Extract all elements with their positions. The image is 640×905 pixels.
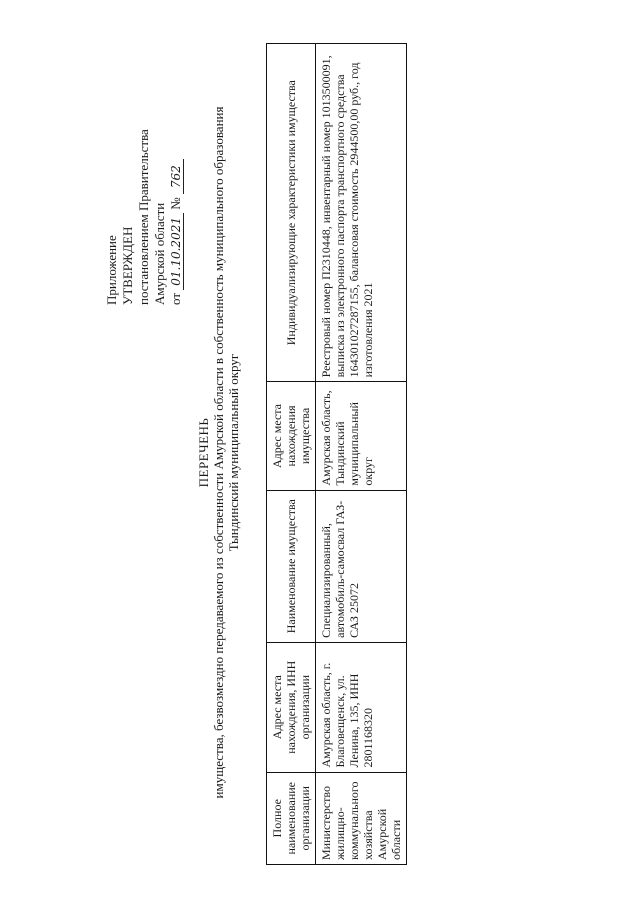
- header-org-address: Адрес места нахождения, ИНН организации: [267, 642, 316, 772]
- approval-region: Амурской области: [152, 202, 167, 305]
- handwritten-number: 762: [169, 159, 184, 194]
- cell-property-name: Специализированный, автомобиль-самосвал ГАЗ-САЗ 25072: [316, 490, 407, 642]
- title-subject: имущества, безвозмездно передаваемого из собственности Амурской области в собственность муниципального образования: [211, 106, 226, 799]
- approval-stamp: [104, 45, 184, 305]
- cell-property-address: Амурская область, Тындинский муниципальный округ: [316, 382, 407, 490]
- table-row: [316, 44, 407, 865]
- title-municipality: Тындинский муниципальный округ: [226, 353, 241, 552]
- handwritten-date: 01.10.2021: [169, 213, 184, 290]
- cell-org-name: Министерство жилищно-коммунального хозяйства Амурской области: [316, 772, 407, 864]
- header-characteristics: Индивидуализирующие характеристики имущества: [267, 44, 316, 382]
- approval-appendix: Приложение: [104, 235, 119, 305]
- header-property-address: Адрес места нахождения имущества: [267, 382, 316, 490]
- approval-approved: УТВЕРЖДЕН: [120, 226, 135, 305]
- document-title: [196, 40, 241, 865]
- approval-date-number: [168, 45, 184, 305]
- number-label: №: [168, 197, 183, 210]
- property-table: [266, 43, 407, 865]
- from-label: от: [168, 292, 183, 305]
- header-property-name: Наименование имущества: [267, 490, 316, 642]
- cell-characteristics: Реестровый номер П2310448, инвентарный номер 1013500091, выписка из электронного паспорта транспортного средства 164301027287155, балансовая стоимость 2944500,00 руб., год изготовления 2021: [316, 44, 407, 382]
- header-org-name: Полное наименование организации: [267, 772, 316, 864]
- approval-resolution: постановлением Правительства: [136, 129, 151, 305]
- title-heading: ПЕРЕЧЕНЬ: [196, 417, 211, 488]
- table-header-row: [267, 44, 316, 865]
- cell-org-address: Амурская область, г. Благовещенск, ул. Ленина, 135, ИНН 2801168320: [316, 642, 407, 772]
